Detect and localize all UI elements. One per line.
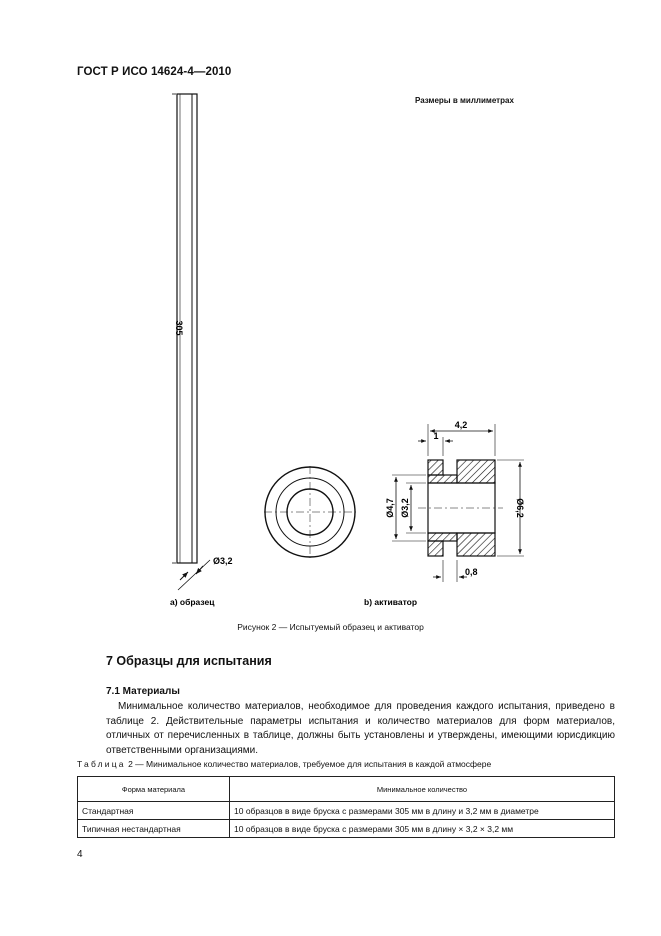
units-note: Размеры в миллиметрах (415, 96, 514, 105)
document-header: ГОСТ Р ИСО 14624-4—2010 (77, 66, 232, 78)
activator-dimensions (392, 424, 524, 582)
activator-section-view (418, 460, 503, 556)
activator-inner-diameter-label: Ø3,2 (400, 498, 410, 518)
table-header-quantity: Минимальное количество (230, 777, 615, 802)
table-caption-text: 2 — Минимальное количество материалов, требуемое для испытания в каждой атмосфере (125, 759, 492, 769)
figure-caption: Рисунок 2 — Испытуемый образец и активатор (237, 622, 424, 632)
activator-flange-label: 1 (433, 431, 439, 441)
specimen-diameter-label: Ø3,2 (213, 556, 233, 566)
materials-paragraph: Минимальное количество материалов, необходимое для проведения каждого испытания, приведено в таблице 2. Действительные параметры испытания и количество материалов для форм материалов, отличных от перечисленных в таблице, должны быть установлены и утверждены, имеющими юрисдикцию ответственными организациями. (106, 701, 615, 756)
materials-table (77, 776, 615, 838)
specimen-length-label: 305 (174, 320, 184, 336)
table-header-form: Форма материала (78, 777, 230, 802)
table-header-row (78, 777, 615, 802)
table-caption (77, 759, 491, 769)
table-cell: 10 образцов в виде бруска с размерами 305 мм в длину и 3,2 мм в диаметре (230, 802, 615, 820)
activator-front-view (264, 466, 356, 558)
table-cell: Стандартная (78, 802, 230, 820)
page-number: 4 (77, 849, 83, 860)
table-cell: 10 образцов в виде бруска с размерами 305 мм в длину × 3,2 × 3,2 мм (230, 820, 615, 838)
activator-sublabel: b) активатор (364, 597, 418, 607)
activator-groove-label: 0,8 (465, 567, 478, 577)
specimen-sublabel: а) образец (170, 597, 215, 607)
activator-width-label: 4,2 (454, 420, 468, 430)
table-row (78, 820, 615, 838)
specimen-diameter-dimension (178, 560, 210, 590)
activator-outer-diameter-label: Ø6,2 (515, 498, 525, 518)
subsection-heading: 7.1 Материалы (106, 686, 180, 697)
section-heading: 7 Образцы для испытания (106, 654, 272, 668)
table-row (78, 802, 615, 820)
table-cell: Типичная нестандартная (78, 820, 230, 838)
table-caption-word: Таблица (77, 759, 126, 769)
activator-mid-diameter-label: Ø4,7 (385, 498, 395, 518)
